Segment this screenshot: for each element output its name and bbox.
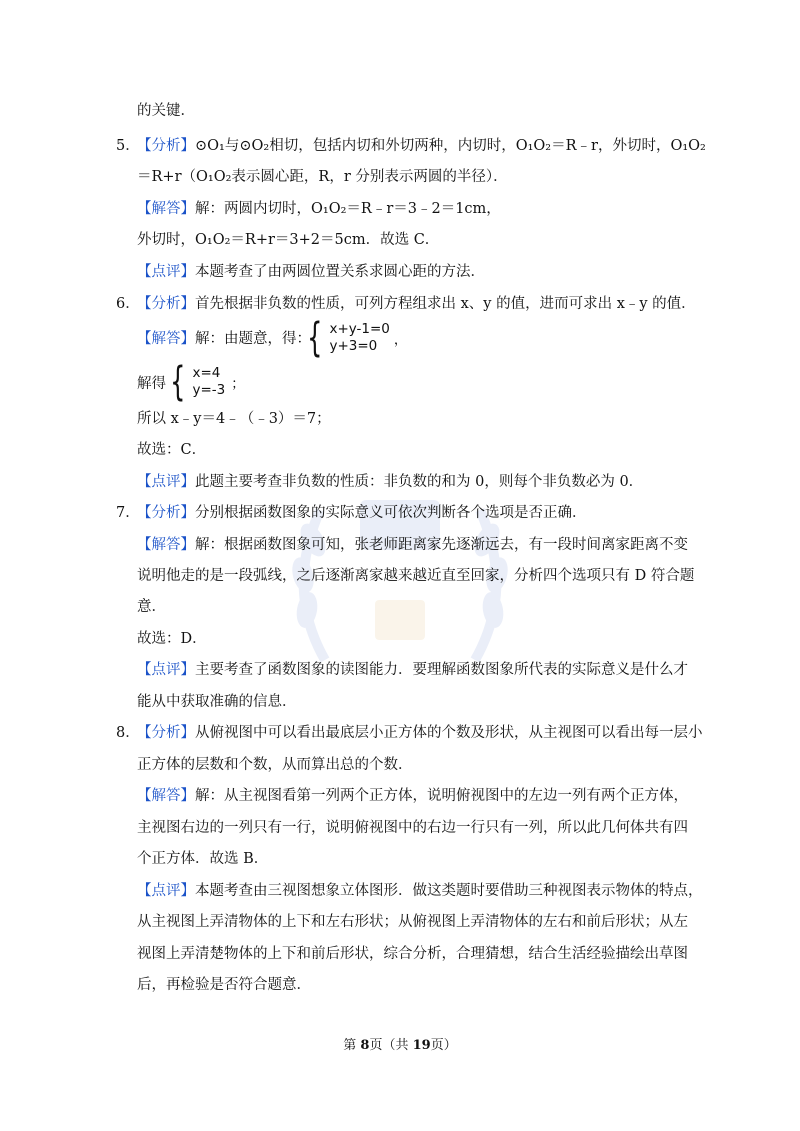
equation: x=4	[192, 365, 221, 381]
analysis-tag: 【分析】	[137, 725, 195, 741]
equation: x+y-1=0	[329, 321, 390, 337]
page-footer	[0, 1034, 800, 1053]
footer-mid: 页（共	[369, 1038, 413, 1053]
text-line: 从主视图上弄清物体的上下和左右形状；从俯视图上弄清物体的左右和前后形状；从左	[137, 914, 688, 930]
equation: y=-3	[192, 382, 226, 398]
total-page-number: 19	[412, 1038, 431, 1053]
comment-text: 本题考查了由两圆位置关系求圆心距的方法．	[195, 264, 485, 280]
text-line: 主视图右边的一列只有一行，说明俯视图中的右边一行只有一列，所以此几何体共有四	[137, 820, 688, 836]
analysis-text: ⊙O₁与⊙O₂相切，包括内切和外切两种，内切时，O₁O₂＝R﹣r，外切时，O₁O₂	[195, 138, 706, 154]
equation-system	[165, 359, 245, 405]
footer-prefix: 第	[343, 1038, 361, 1053]
answer-line	[137, 786, 688, 806]
text-line: 外切时，O₁O₂＝R+r＝3+2＝5cm．故选 C．	[137, 232, 440, 248]
text-line: 解得	[137, 376, 166, 392]
comment-line	[137, 881, 703, 901]
text-line: ＝R+r（O₁O₂表示圆心距，R，r 分别表示两圆的半径）．	[137, 169, 508, 185]
punctuation: ，	[393, 332, 408, 348]
comment-text: 此题主要考查非负数的性质：非负数的和为 0，则每个非负数必为 0．	[195, 474, 644, 490]
analysis-text: 首先根据非负数的性质，可列方程组求出 x、y 的值，进而可求出 x﹣y 的值．	[195, 296, 696, 312]
comment-line	[137, 262, 485, 282]
answer-text: 解：两圆内切时，O₁O₂＝R﹣r＝3﹣2＝1cm，	[195, 201, 501, 217]
comment-tag: 【点评】	[137, 474, 195, 490]
text-line: 个正方体．故选 B．	[137, 851, 269, 867]
equation-system	[302, 315, 408, 361]
analysis-line	[137, 136, 706, 156]
equation: y+3=0	[329, 338, 378, 354]
answer-tag: 【解答】	[137, 331, 195, 347]
answer-text: 解：从主视图看第一列两个正方体，说明俯视图中的左边一列有两个正方体，	[195, 788, 688, 804]
answer-text: 解：由题意，得：	[195, 331, 311, 347]
text-line: 正方体的层数和个数，从而算出总的个数．	[137, 757, 413, 773]
answer-line	[137, 199, 501, 219]
text-line: 能从中获取准确的信息．	[137, 694, 297, 710]
text-line: 所以 x﹣y＝4﹣（﹣3）＝7；	[137, 411, 331, 427]
analysis-text: 从俯视图中可以看出最底层小正方体的个数及形状，从主视图可以看出每一层小	[195, 725, 703, 741]
text-line: 后，再检验是否符合题意．	[137, 977, 311, 993]
comment-text: 主要考查了函数图象的读图能力．要理解函数图象所代表的实际意义是什么才	[195, 662, 688, 678]
analysis-tag: 【分析】	[137, 296, 195, 312]
brace-icon: {	[170, 359, 186, 405]
analysis-tag: 【分析】	[137, 505, 195, 521]
answer-tag: 【解答】	[137, 201, 195, 217]
text-line: 视图上弄清楚物体的上下和前后形状，综合分析，合理猜想，结合生活经验描绘出草图	[137, 946, 688, 962]
text-line: 说明他走的是一段弧线，之后逐渐离家越来越近直至回家，分析四个选项只有 D 符合题	[137, 568, 695, 584]
analysis-line	[137, 723, 703, 743]
analysis-line	[137, 294, 696, 314]
punctuation: ；	[231, 376, 245, 392]
question-number: 5．	[116, 138, 140, 154]
analysis-tag: 【分析】	[137, 138, 195, 154]
analysis-text: 分别根据函数图象的实际意义可依次判断各个选项是否正确．	[195, 505, 587, 521]
comment-tag: 【点评】	[137, 264, 195, 280]
question-number: 8．	[116, 725, 140, 741]
comment-line	[137, 660, 688, 680]
text-line: 故选：D．	[137, 631, 207, 647]
comment-tag: 【点评】	[137, 662, 195, 678]
comment-tag: 【点评】	[137, 883, 195, 899]
text-line: 意．	[137, 599, 166, 615]
answer-line	[137, 535, 688, 555]
footer-suffix: 页）	[430, 1038, 457, 1053]
text-line: 故选：C．	[137, 442, 207, 458]
analysis-line	[137, 503, 587, 523]
comment-text: 本题考查由三视图想象立体图形．做这类题时要借助三种视图表示物体的特点，	[195, 883, 703, 899]
current-page-number: 8	[360, 1038, 370, 1053]
text-line: 的关键．	[137, 103, 195, 119]
answer-line	[137, 329, 311, 349]
answer-text: 解：根据函数图象可知，张老师距离家先逐渐远去，有一段时间离家距离不变	[195, 537, 688, 553]
brace-icon: {	[307, 315, 323, 361]
question-number: 6．	[116, 296, 140, 312]
comment-line	[137, 472, 643, 492]
answer-tag: 【解答】	[137, 788, 195, 804]
question-number: 7．	[116, 505, 140, 521]
answer-tag: 【解答】	[137, 537, 195, 553]
